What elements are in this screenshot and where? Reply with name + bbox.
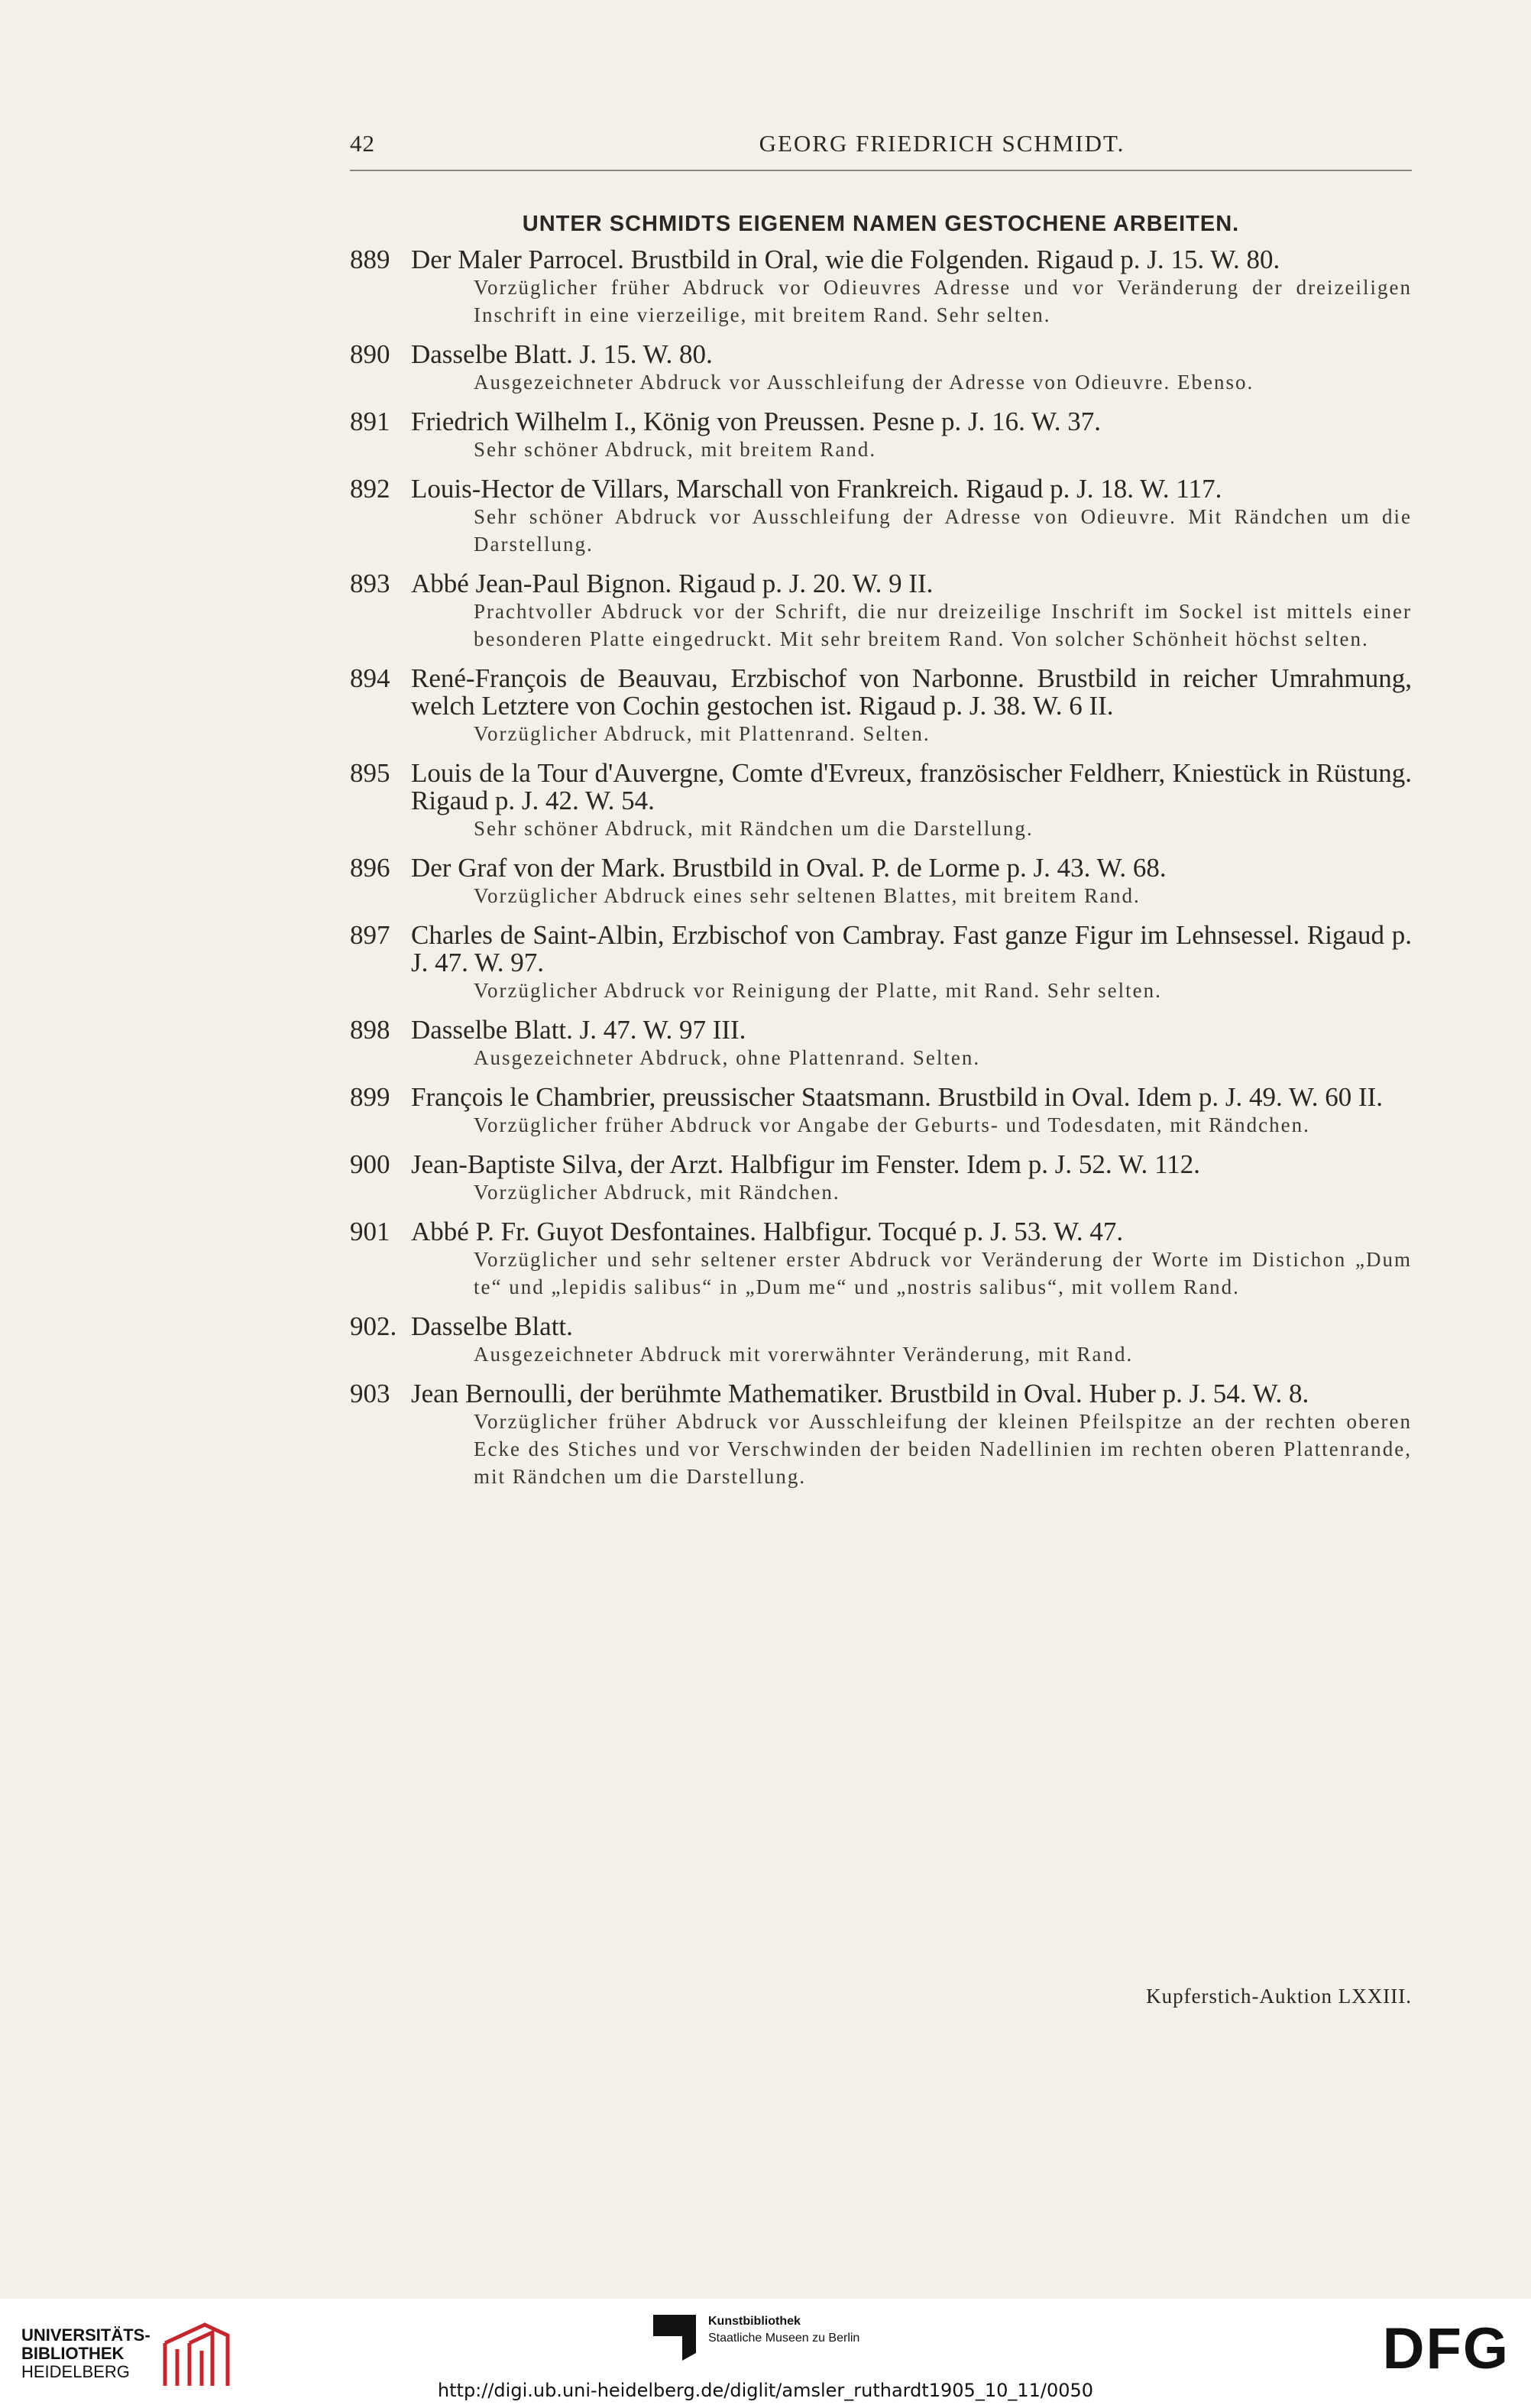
catalog-footer-note: Kupferstich-Auktion LXXIII.: [1146, 1985, 1412, 2008]
entry-note: Prachtvoller Abdruck vor der Schrift, die nur dreizeilige Inschrift im Sockel ist mittels einer besonderen Platte eingedruckt. Mit sehr breitem Rand. Von solcher Schönheit höchst selten.: [474, 600, 1412, 650]
university-emblem-icon: [159, 2320, 235, 2389]
university-logo-text: [21, 2326, 151, 2381]
entry-note: Vorzüglicher früher Abdruck vor Angabe der Geburts- und Todesdaten, mit Rändchen.: [474, 1113, 1310, 1136]
entry-note: Vorzüglicher Abdruck, mit Rändchen.: [474, 1181, 840, 1204]
entry-title: Abbé P. Fr. Guyot Desfontaines. Halbfigur. Tocqué p. J. 53. W. 47.: [411, 1217, 1124, 1246]
entry-number: 896: [350, 853, 390, 883]
page-number: 42: [350, 130, 375, 157]
catalog-entry: [350, 1313, 1412, 1368]
entry-note: Vorzüglicher Abdruck, mit Plattenrand. Selten.: [474, 722, 931, 745]
entry-title: Der Maler Parrocel. Brustbild in Oral, wie die Folgenden. Rigaud p. J. 15. W. 80.: [411, 245, 1280, 274]
catalog-entry: [350, 570, 1412, 653]
entry-number: 901: [350, 1217, 390, 1246]
entry-note: Ausgezeichneter Abdruck mit vorerwähnter Veränderung, mit Rand.: [474, 1343, 1134, 1366]
header-rule: [350, 170, 1412, 171]
university-library-logo[interactable]: [21, 2320, 243, 2389]
section-title: UNTER SCHMIDTS EIGENEM NAMEN GESTOCHENE ARBEITEN.: [522, 212, 1240, 236]
entry-title: Jean Bernoulli, der berühmte Mathematiker. Brustbild in Oval. Huber p. J. 54. W. 8.: [411, 1379, 1309, 1408]
catalog-entry: [350, 341, 1412, 396]
entry-number: 892: [350, 474, 390, 504]
catalog-entry: [350, 1084, 1412, 1139]
entry-note: Ausgezeichneter Abdruck vor Ausschleifung der Adresse von Odieuvre. Ebenso.: [474, 371, 1254, 394]
entry-note: Sehr schöner Abdruck, mit Rändchen um die Darstellung.: [474, 817, 1034, 840]
entry-title: Abbé Jean-Paul Bignon. Rigaud p. J. 20. W. 9 II.: [411, 569, 934, 598]
entry-number: 893: [350, 569, 390, 598]
university-logo-line: UNIVERSITÄTS-: [21, 2325, 151, 2345]
catalog-entry: [350, 1218, 1412, 1301]
catalog-entry: [350, 922, 1412, 1004]
entry-title: René-François de Beauvau, Erzbischof von Narbonne. Brustbild in reicher Umrahmung, welch Letztere von Cochin gestochen ist. Rigaud p. J. 38. W. 6 II.: [411, 663, 1412, 721]
catalog-entry: [350, 854, 1412, 909]
kunstbibliothek-subtitle: Staatliche Museen zu Berlin: [708, 2332, 860, 2345]
catalog-entries: [350, 246, 1412, 1502]
entry-number: 890: [350, 339, 390, 369]
entry-title: Dasselbe Blatt.: [411, 1311, 573, 1341]
kunstbibliothek-name: Kunstbibliothek: [708, 2315, 801, 2328]
running-head: [350, 130, 1412, 168]
entry-number: 898: [350, 1015, 390, 1045]
entry-title: Der Graf von der Mark. Brustbild in Oval. P. de Lorme p. J. 43. W. 68.: [411, 853, 1167, 883]
entry-number: 895: [350, 758, 390, 788]
catalog-entry: [350, 246, 1412, 329]
entry-number: 900: [350, 1149, 390, 1179]
entry-title: Dasselbe Blatt. J. 15. W. 80.: [411, 339, 713, 369]
kunstbibliothek-emblem-icon: [652, 2313, 698, 2362]
entry-number: 889: [350, 245, 390, 274]
entry-note: Vorzüglicher Abdruck eines sehr seltenen Blattes, mit breitem Rand.: [474, 884, 1141, 907]
entry-number: 897: [350, 920, 390, 950]
entry-note: Vorzüglicher früher Abdruck vor Ausschleifung der kleinen Pfeilspitze an der rechten oberen Ecke des Stiches und vor Verschwinden der beiden Nadellinien im rechten oberen Plattenrande, mit Rändchen um die Darstellung.: [474, 1410, 1412, 1488]
entry-title: Charles de Saint-Albin, Erzbischof von Cambray. Fast ganze Figur im Lehnsessel. Rigaud p. J. 47. W. 97.: [411, 920, 1412, 977]
catalog-entry: [350, 1151, 1412, 1206]
entry-note: Ausgezeichneter Abdruck, ohne Plattenrand. Selten.: [474, 1046, 981, 1069]
entry-title: Dasselbe Blatt. J. 47. W. 97 III.: [411, 1015, 746, 1045]
entry-note: Vorzüglicher und sehr seltener erster Abdruck vor Veränderung der Worte im Distichon „Dum te“ und „lepidis salibus“ in „Dum me“ und „nostris salibus“, mit vollem Rand.: [474, 1248, 1412, 1298]
catalog-entry: [350, 760, 1412, 842]
entry-note: Vorzüglicher Abdruck vor Reinigung der Platte, mit Rand. Sehr selten.: [474, 979, 1162, 1002]
entry-note: Sehr schöner Abdruck vor Ausschleifung der Adresse von Odieuvre. Mit Rändchen um die Darstellung.: [474, 505, 1412, 556]
university-logo-line: HEIDELBERG: [21, 2362, 130, 2381]
entry-number: 891: [350, 407, 390, 436]
entry-title: Friedrich Wilhelm I., König von Preussen. Pesne p. J. 16. W. 37.: [411, 407, 1102, 436]
dfg-logo[interactable]: DFG: [1382, 2316, 1510, 2381]
source-url-link[interactable]: http://digi.ub.uni-heidelberg.de/diglit/amsler_ruthardt1905_10_11/0050: [437, 2380, 1094, 2401]
entry-number: 903: [350, 1379, 390, 1408]
entry-title: Louis-Hector de Villars, Marschall von Frankreich. Rigaud p. J. 18. W. 117.: [411, 474, 1222, 504]
entry-title: Louis de la Tour d'Auvergne, Comte d'Evreux, französischer Feldherr, Kniestück in Rüstung. Rigaud p. J. 42. W. 54.: [411, 758, 1412, 815]
kunstbibliothek-text: [708, 2313, 859, 2347]
catalog-entry: [350, 665, 1412, 747]
university-logo-line: BIBLIOTHEK: [21, 2344, 125, 2363]
entry-title: Jean-Baptiste Silva, der Arzt. Halbfigur im Fenster. Idem p. J. 52. W. 112.: [411, 1149, 1200, 1179]
kunstbibliothek-logo[interactable]: [652, 2310, 896, 2371]
catalog-entry: [350, 1016, 1412, 1071]
entry-note: Sehr schöner Abdruck, mit breitem Rand.: [474, 438, 877, 461]
entry-number: 894: [350, 663, 390, 693]
entry-number: 899: [350, 1082, 390, 1112]
entry-number: 902.: [350, 1311, 397, 1341]
running-title: GEORG FRIEDRICH SCHMIDT.: [759, 130, 1125, 157]
entry-note: Vorzüglicher früher Abdruck vor Odieuvres Adresse und vor Veränderung der dreizeiligen Inschrift in eine vierzeilige, mit breitem Rand. Sehr selten.: [474, 276, 1412, 326]
catalog-entry: [350, 408, 1412, 463]
entry-title: François le Chambrier, preussischer Staatsmann. Brustbild in Oval. Idem p. J. 49. W. 60 II.: [411, 1082, 1384, 1112]
catalog-entry: [350, 1380, 1412, 1490]
catalog-entry: [350, 475, 1412, 558]
